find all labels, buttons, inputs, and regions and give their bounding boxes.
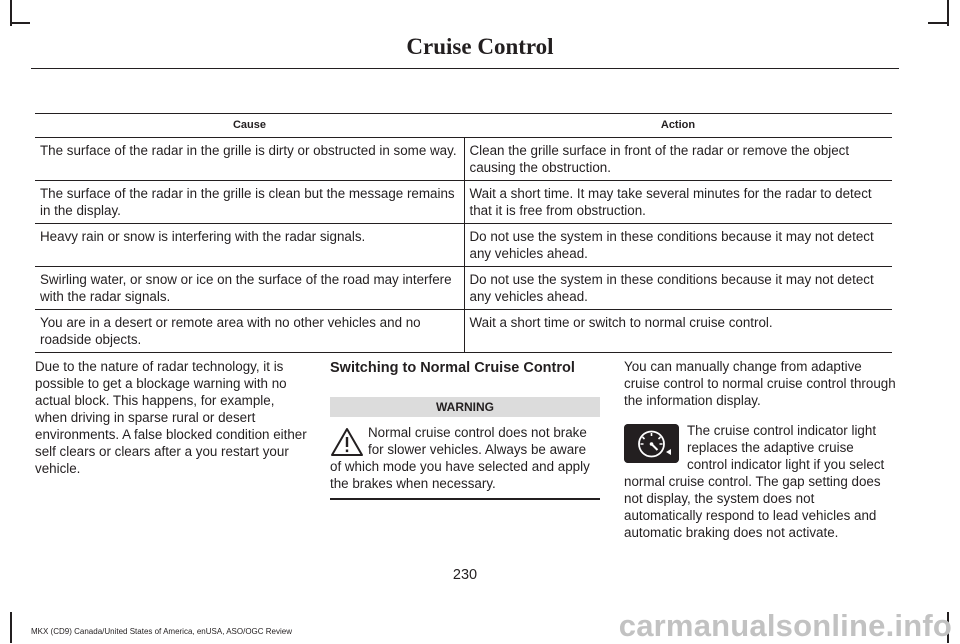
table-row <box>35 267 892 310</box>
cause-cell: The surface of the radar in the grille is clean but the message remains in the display. <box>35 181 464 224</box>
cause-cell: You are in a desert or remote area with no other vehicles and no roadside objects. <box>35 310 464 353</box>
cause-cell: The surface of the radar in the grille is dirty or obstructed in some way. <box>35 138 464 181</box>
warning-text: Normal cruise control does not brake for slower vehicles. Always be aware of which mode you have selected and apply the brakes when necessary. <box>330 425 590 491</box>
document-info: MKX (CD9) Canada/United States of America, enUSA, ASO/OGC Review <box>31 627 292 636</box>
warning-box <box>330 397 600 500</box>
warning-label: WARNING <box>330 397 600 417</box>
action-cell: Do not use the system in these conditions because it may not detect any vehicles ahead. <box>464 267 892 310</box>
right-column <box>624 358 896 541</box>
crop-mark <box>10 22 30 24</box>
cause-cell: Swirling water, or snow or ice on the surface of the road may interfere with the radar signals. <box>35 267 464 310</box>
indicator-paragraph: The cruise control indicator light replaces the adaptive cruise control indicator light if you select normal cruise control. The gap setting does not display, the system does not automatically respond to lead vehicles and automatic braking does not activate. <box>624 423 885 540</box>
table-header-row <box>35 114 892 138</box>
action-cell: Clean the grille surface in front of the radar or remove the object causing the obstruction. <box>464 138 892 181</box>
action-cell: Wait a short time. It may take several minutes for the radar to detect that it is free from obstruction. <box>464 181 892 224</box>
action-cell: Do not use the system in these conditions because it may not detect any vehicles ahead. <box>464 224 892 267</box>
table-row <box>35 310 892 353</box>
watermark: carmanualsonline.info <box>618 608 952 643</box>
warning-bottom-rule <box>330 498 600 500</box>
manual-change-paragraph: You can manually change from adaptive cruise control to normal cruise control through the information display. <box>624 359 896 408</box>
warning-body <box>330 424 600 492</box>
left-column <box>35 358 307 477</box>
page-title: Cruise Control <box>406 34 554 59</box>
cruise-control-indicator-icon <box>624 424 679 463</box>
table-row <box>35 224 892 267</box>
title-rule <box>31 68 899 69</box>
table-row <box>35 181 892 224</box>
crop-mark <box>928 22 948 24</box>
cause-action-table <box>35 113 892 353</box>
table-row <box>35 138 892 181</box>
warning-triangle-icon <box>330 427 364 457</box>
column-header-cause: Cause <box>35 114 464 138</box>
section-heading: Switching to Normal Cruise Control <box>330 360 575 376</box>
page-number: 230 <box>452 567 478 583</box>
action-cell: Wait a short time or switch to normal cruise control. <box>464 310 892 353</box>
crop-mark <box>10 612 12 643</box>
cause-cell: Heavy rain or snow is interfering with the radar signals. <box>35 224 464 267</box>
middle-column <box>330 360 600 500</box>
column-header-action: Action <box>464 114 892 138</box>
indicator-block <box>624 422 896 541</box>
radar-blockage-paragraph: Due to the nature of radar technology, it is possible to get a blockage warning with no actual block. This happens, for example, when driving in sparse rural or desert environments. A false blocked condition either self clears or clears after a you restart your vehicle. <box>35 359 307 476</box>
